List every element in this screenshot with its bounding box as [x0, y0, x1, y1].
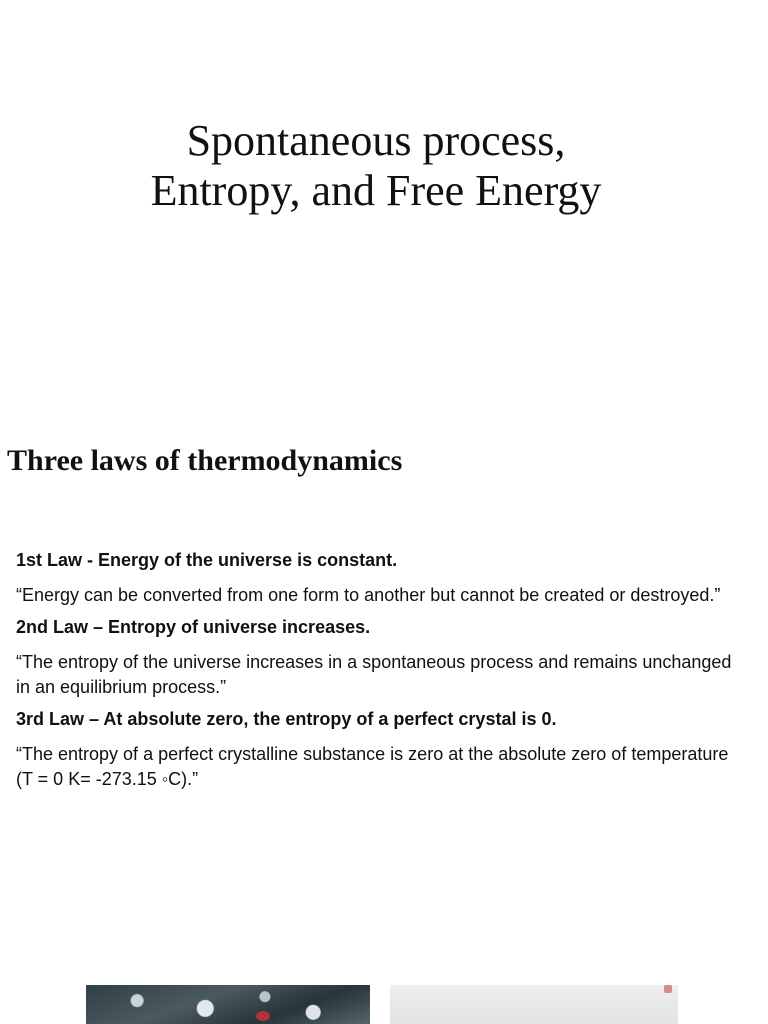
law-second: [16, 615, 736, 700]
red-edge-detail: [664, 985, 672, 993]
law-quote: “The entropy of a perfect crystalline substance is zero at the absolute zero of temperature (T = 0 K= -273.15 ◦C).”: [16, 744, 729, 789]
slide-title-line-1: Spontaneous process,: [186, 116, 566, 165]
red-berry-detail: [256, 1011, 270, 1021]
laws-list: [16, 548, 736, 799]
slide-title-line-2: Entropy, and Free Energy: [150, 166, 602, 215]
law-quote: “The entropy of the universe increases in a spontaneous process and remains unchanged in an equilibrium process.”: [16, 652, 732, 697]
law-title: 1st Law - Energy of the universe is constant.: [16, 550, 398, 570]
law-first: [16, 548, 736, 608]
law-title: 2nd Law – Entropy of universe increases.: [16, 617, 371, 637]
snowy-tree-photo: [86, 985, 370, 1024]
law-title: 3rd Law – At absolute zero, the entropy of a perfect crystal is 0.: [16, 709, 557, 729]
law-third: [16, 707, 736, 792]
section-heading: Three laws of thermodynamics: [7, 444, 403, 477]
snow-ground-photo: [390, 985, 678, 1024]
law-quote: “Energy can be converted from one form to another but cannot be created or destroyed.”: [16, 585, 721, 605]
slide-title: [0, 116, 752, 216]
